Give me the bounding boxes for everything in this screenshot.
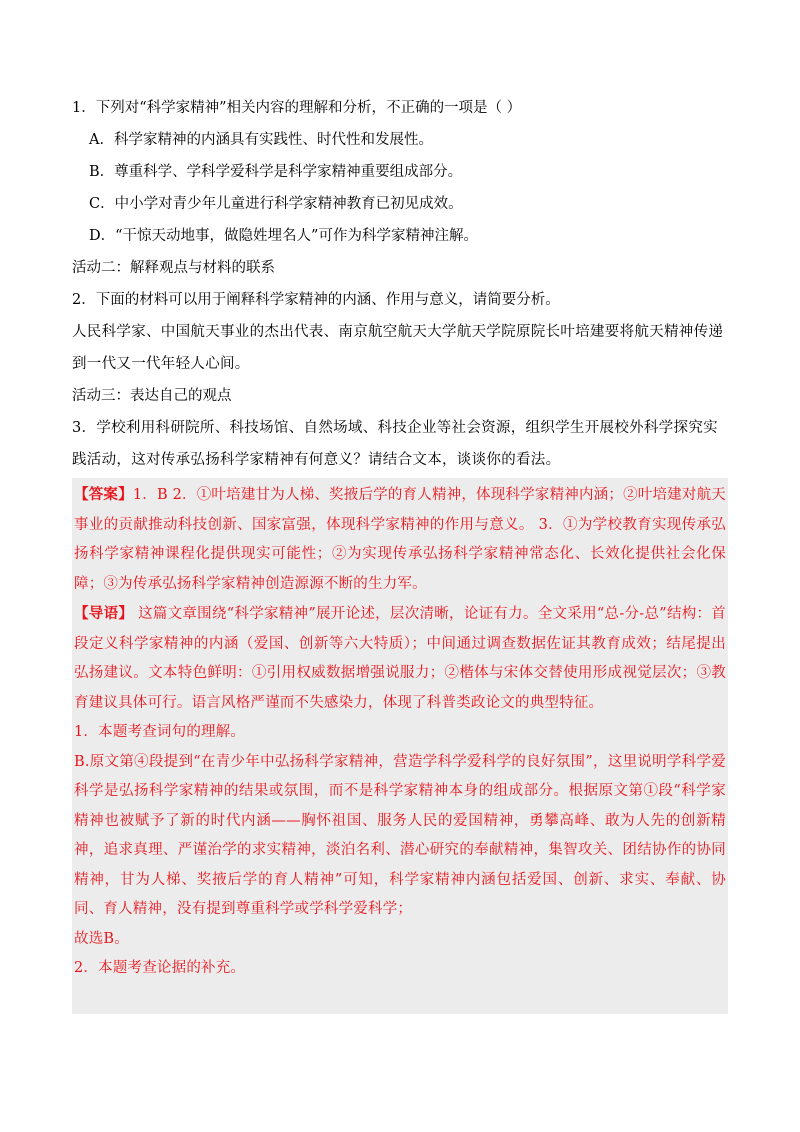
guide-tag: 【导语】 <box>74 605 134 622</box>
answer-paragraph <box>74 480 726 599</box>
option-a: A．科学家精神的内涵具有实践性、时代性和发展性。 <box>89 132 433 148</box>
answer-section <box>72 478 728 1014</box>
question-2: 2．下面的材料可以用于阐释科学家精神的内涵、作用与意义，请简要分析。 <box>72 292 560 308</box>
explanation-1-conclusion: 故选B。 <box>74 930 129 947</box>
explanation-2-title: 2．本题考查论据的补充。 <box>74 960 246 976</box>
answer-tag: 【答案】 <box>74 486 133 503</box>
activity-2-heading: 活动二：解释观点与材料的联系 <box>72 260 275 276</box>
emphasis-char: 不 <box>386 100 401 116</box>
question-3: 3．学校利用科研院所、科技场馆、自然场域、科技企业等社会资源，组织学生开展校外科学探究实践活动，这对传承弘扬科学家精神有何意义？请结合文本，谈谈你的看法。 <box>72 420 718 468</box>
question-2-material: 人民科学家、中国航天事业的杰出代表、南京航空航天大学航天学院原院长叶培建要将航天精神传递到一代又一代年轻人心间。 <box>72 324 724 372</box>
question-1: 1．下列对“科学家精神”相关内容的理解和分析，不正确的一项是（ ） <box>72 92 732 124</box>
emphasis-char: 正 <box>400 100 416 116</box>
answer-text: 1．B 2．①叶培建甘为人梯、奖掖后学的育人精神，体现科学家精神内涵；②叶培建对航天事业的贡献推动科技创新、国家富强，体现科学家精神的作用与意义。 3．①为学校教育实现传承弘扬科学家精神课程化提供现实可能性；②为实现传承弘扬科学家精神常态化、长效化提供社会化保障；③为传承弘扬科学家精神创造源源不断的生力军。 <box>74 487 726 592</box>
guide-paragraph <box>74 599 726 718</box>
option-c: C．中小学对青少年儿童进行科学家精神教育已初见成效。 <box>89 196 463 212</box>
explanation-1-text: B.原文第④段提到“在青少年中弘扬科学家精神，营造学科学爱科学的良好氛围”，这里说明学科学爱科学是弘扬科学家精神的结果或氛围，而不是科学家精神本身的组成部分。根据原文第①段“科学家精神也被赋予了新的时代内涵——胸怀祖国、服务人民的爱国精神，勇攀高峰、敢为人先的创新精神，追求真理、严谨治学的求实精神，淡泊名利、潜心研究的奉献精神，集智攻关、团结协作的协同精神，甘为人梯、奖掖后学的育人精神”可知，科学家精神内涵包括爱国、创新、求实、奉献、协同、育人精神，没有提到尊重科学或学科学爱科学； <box>74 753 726 917</box>
emphasis-char: 确 <box>415 100 430 116</box>
option-b: B．尊重科学、学科学爱科学是科学家精神重要组成部分。 <box>89 164 463 180</box>
questions-section <box>72 92 732 476</box>
activity-3-heading: 活动三：表达自己的观点 <box>72 388 232 404</box>
explanation-1-title: 1．本题考查词句的理解。 <box>74 724 246 740</box>
option-d: D．“干惊天动地事，做隐姓埋名人”可作为科学家精神注解。 <box>89 228 478 244</box>
guide-text: 这篇文章围绕“科学家精神”展开论述，层次清晰，论证有力。全文采用“总-分-总”结构：首段定义科学家精神的内涵（爱国、创新等六大特质）；中间通过调查数据佐证其教育成效；结尾提出弘扬建议。文本特色鲜明：①引用权威数据增强说服力；②楷体与宋体交替使用形成视觉层次；③教育建议具体可行。语言风格严谨而不失感染力，体现了科普类政论文的典型特征。 <box>74 606 726 711</box>
